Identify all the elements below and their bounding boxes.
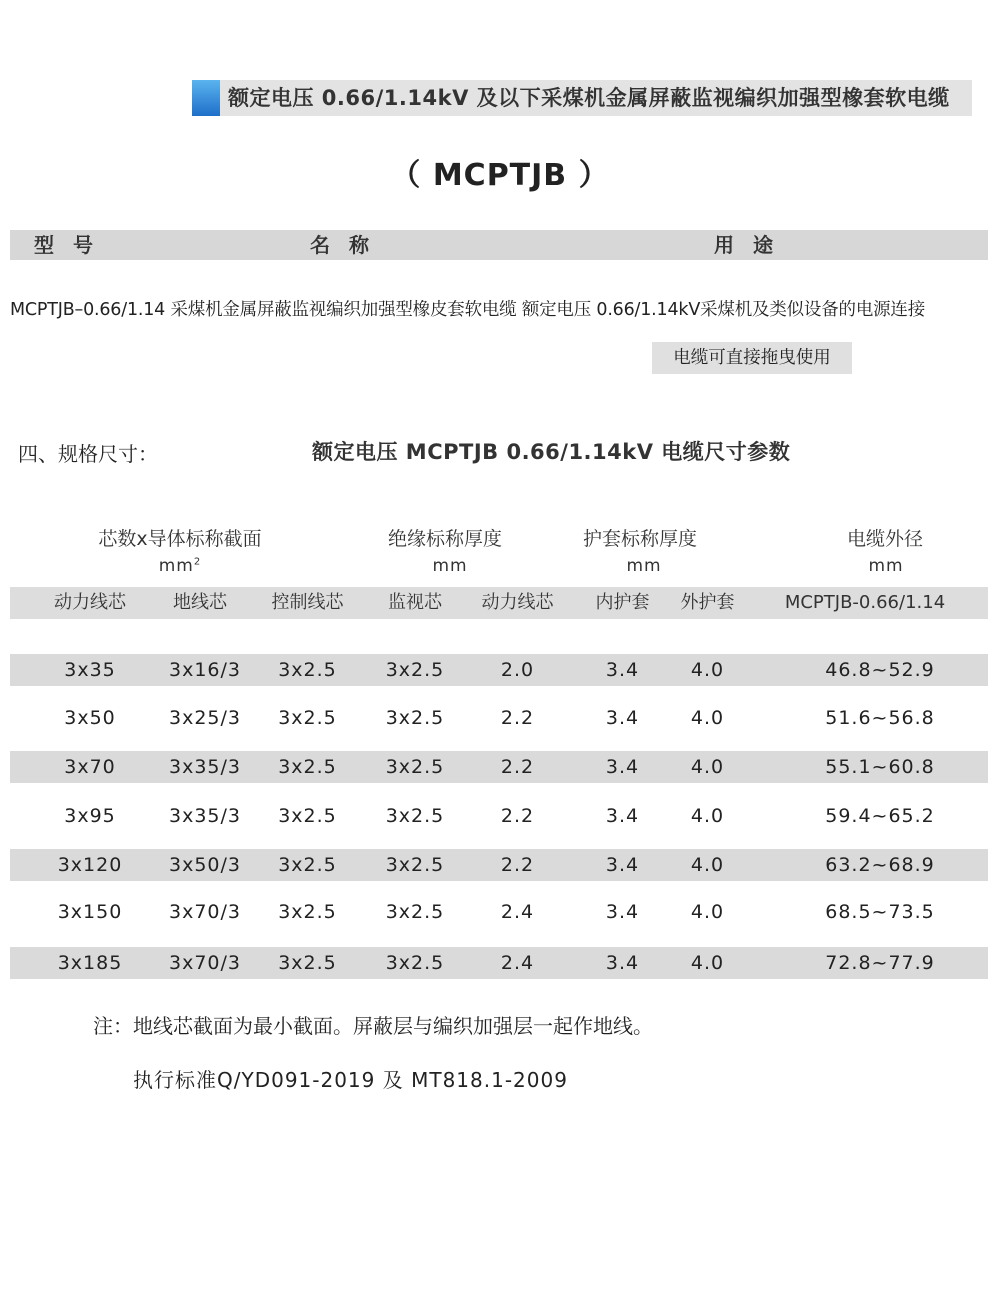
cell-outer-sheath: 4.0: [690, 756, 725, 778]
col-header-insulation-power: 动力线芯: [481, 592, 554, 613]
standard-reference: 执行标准Q/YD091-2019 及 MT818.1-2009: [133, 1068, 568, 1092]
col-header-ground-core: 地线芯: [173, 592, 227, 613]
info-table-header: [10, 230, 988, 260]
cell-inner-sheath: 3.4: [605, 901, 640, 923]
section-label: 四、规格尺寸：: [18, 442, 158, 466]
cell-insulation: 2.2: [500, 756, 535, 778]
group-cores-header: 芯数x导体标称截面: [98, 528, 262, 550]
cell-outer-sheath: 4.0: [690, 854, 725, 876]
table-row: [10, 800, 988, 832]
cell-outer-diameter: 59.4~65.2: [825, 805, 935, 827]
info-table-note: 电缆可直接拖曳使用: [652, 342, 852, 374]
section-title: 额定电压 MCPTJB 0.66/1.14kV 电缆尺寸参数: [312, 440, 791, 464]
info-col-model: 型 号: [34, 233, 99, 257]
group-insulation-header: 绝缘标称厚度: [387, 528, 502, 550]
cell-control-core: 3x2.5: [278, 901, 337, 923]
cell-control-core: 3x2.5: [278, 805, 337, 827]
group-diameter-header: 电缆外径: [846, 528, 923, 550]
cell-control-core: 3x2.5: [278, 756, 337, 778]
cell-outer-diameter: 46.8~52.9: [825, 659, 935, 681]
cell-outer-sheath: 4.0: [690, 901, 725, 923]
cell-power-core: 3x95: [64, 805, 116, 827]
cell-power-core: 3x50: [64, 707, 116, 729]
page-title: 额定电压 0.66/1.14kV 及以下采煤机金属屏蔽监视编织加强型橡套软电缆: [228, 86, 950, 110]
cell-outer-sheath: 4.0: [690, 805, 725, 827]
cell-monitor-core: 3x2.5: [385, 707, 445, 729]
col-header-monitor-core: 监视芯: [388, 592, 442, 613]
cell-power-core: 3x150: [57, 901, 123, 923]
cell-ground-core: 3x35/3: [169, 756, 241, 778]
cell-inner-sheath: 3.4: [605, 952, 640, 974]
cell-outer-sheath: 4.0: [690, 659, 725, 681]
group-diameter-unit: mm: [868, 556, 904, 576]
table-row: [10, 654, 988, 686]
cell-insulation: 2.2: [500, 854, 535, 876]
group-sheath-header: 护套标称厚度: [582, 528, 697, 550]
cell-power-core: 3x70: [64, 756, 116, 778]
table-row: [10, 702, 988, 734]
cell-monitor-core: 3x2.5: [385, 659, 445, 681]
cell-control-core: 3x2.5: [278, 659, 337, 681]
cell-ground-core: 3x50/3: [169, 854, 241, 876]
cell-ground-core: 3x35/3: [169, 805, 241, 827]
group-cores-unit: $mm^2$: [158, 556, 202, 576]
cell-monitor-core: 3x2.5: [385, 952, 445, 974]
cell-inner-sheath: 3.4: [605, 805, 640, 827]
cell-ground-core: 3x16/3: [169, 659, 241, 681]
cell-insulation: 2.4: [500, 952, 535, 974]
table-row: [10, 751, 988, 783]
cell-insulation: 2.2: [500, 707, 535, 729]
col-header-control-core: 控制线芯: [271, 592, 344, 613]
cell-insulation: 2.0: [500, 659, 535, 681]
table-row: [10, 849, 988, 881]
cell-insulation: 2.4: [500, 901, 535, 923]
table-row: [10, 947, 988, 979]
cell-power-core: 3x185: [57, 952, 123, 974]
cell-control-core: 3x2.5: [278, 707, 337, 729]
cell-inner-sheath: 3.4: [605, 659, 640, 681]
info-col-use: 用 途: [714, 233, 779, 257]
cell-ground-core: 3x25/3: [169, 707, 241, 729]
cell-inner-sheath: 3.4: [605, 756, 640, 778]
cell-outer-diameter: 55.1~60.8: [825, 756, 935, 778]
col-header-outer-diameter: MCPTJB-0.66/1.14: [784, 592, 946, 613]
title-accent-block: [192, 80, 220, 116]
cell-monitor-core: 3x2.5: [385, 805, 445, 827]
cell-outer-diameter: 63.2~68.9: [825, 854, 935, 876]
cell-inner-sheath: 3.4: [605, 854, 640, 876]
cell-power-core: 3x35: [64, 659, 116, 681]
cell-control-core: 3x2.5: [278, 952, 337, 974]
col-header-outer-sheath: 外护套: [680, 592, 735, 613]
group-insulation-unit: mm: [432, 556, 468, 576]
info-col-name: 名 称: [310, 233, 375, 257]
model-heading: （ MCPTJB ）: [390, 158, 610, 193]
cell-control-core: 3x2.5: [278, 854, 337, 876]
table-row: [10, 896, 988, 928]
cell-ground-core: 3x70/3: [169, 901, 241, 923]
cell-outer-diameter: 72.8~77.9: [825, 952, 935, 974]
cell-monitor-core: 3x2.5: [385, 901, 445, 923]
cell-power-core: 3x120: [57, 854, 123, 876]
cell-monitor-core: 3x2.5: [385, 854, 445, 876]
info-table-row: MCPTJB–0.66/1.14 采煤机金属屏蔽监视编织加强型橡皮套软电缆 额定电压 0.66/1.14kV采煤机及类似设备的电源连接: [10, 300, 926, 320]
cell-outer-diameter: 51.6~56.8: [825, 707, 935, 729]
cell-outer-sheath: 4.0: [690, 952, 725, 974]
cell-inner-sheath: 3.4: [605, 707, 640, 729]
cell-ground-core: 3x70/3: [169, 952, 241, 974]
cell-outer-diameter: 68.5~73.5: [825, 901, 935, 923]
cell-monitor-core: 3x2.5: [385, 756, 445, 778]
cell-outer-sheath: 4.0: [690, 707, 725, 729]
group-sheath-unit: mm: [626, 556, 662, 576]
col-header-inner-sheath: 内护套: [595, 592, 650, 613]
cell-insulation: 2.2: [500, 805, 535, 827]
col-header-power-core: 动力线芯: [54, 592, 126, 613]
footnote: 注：地线芯截面为最小截面。屏蔽层与编织加强层一起作地线。: [93, 1014, 653, 1038]
